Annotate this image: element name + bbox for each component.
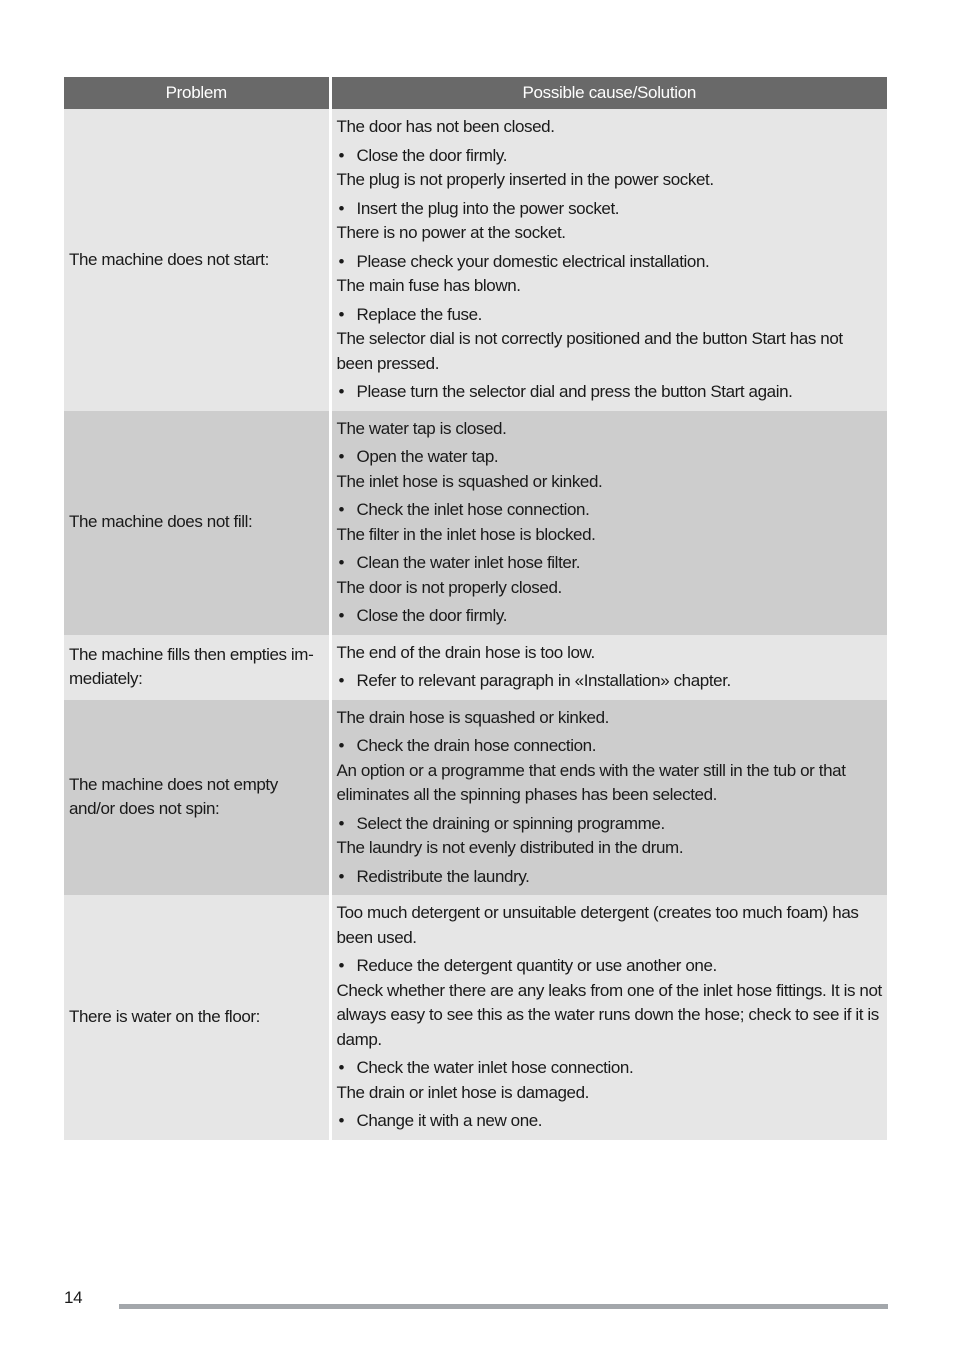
solution-line bbox=[337, 604, 883, 629]
cause-line: The plug is not properly inserted in the power socket. bbox=[336, 170, 714, 189]
bullet-icon: • bbox=[338, 304, 345, 324]
solution-text: Change it with a new one. bbox=[356, 1111, 543, 1130]
page-number: 14 bbox=[64, 1288, 83, 1307]
cause-line: The water tap is closed. bbox=[336, 418, 507, 438]
bullet-icon: • bbox=[338, 1111, 345, 1130]
bullet-icon: • bbox=[338, 145, 345, 165]
solution-text: Open the water tap. bbox=[356, 447, 499, 466]
table-row bbox=[64, 109, 887, 411]
bullet-icon: • bbox=[338, 382, 345, 401]
solution-line bbox=[337, 250, 883, 275]
solution-line bbox=[337, 144, 883, 169]
cause-solution-cell bbox=[330, 895, 887, 1140]
solution-line bbox=[337, 551, 883, 576]
table-row bbox=[64, 895, 887, 1140]
footer-rule bbox=[119, 1304, 888, 1309]
solution-text: Reduce the detergent quantity or use another one. bbox=[356, 956, 717, 975]
solution-text: Select the draining or spinning programme. bbox=[356, 813, 665, 833]
cause-line: The end of the drain hose is too low. bbox=[336, 642, 595, 662]
table-row bbox=[64, 635, 887, 700]
cause-solution-cell bbox=[330, 635, 887, 700]
solution-line bbox=[337, 445, 883, 470]
cause-line: There is no power at the socket. bbox=[336, 223, 566, 242]
cause-solution-cell bbox=[330, 700, 887, 896]
cause-line: The drain or inlet hose is damaged. bbox=[336, 1082, 589, 1102]
cause-line: The filter in the inlet hose is blocked. bbox=[336, 524, 596, 544]
solution-text: Clean the water inlet hose filter. bbox=[356, 553, 581, 572]
cause-line: The main fuse has blown. bbox=[336, 276, 521, 295]
cause-line: Check whether there are any leaks from one of the inlet hose fittings. It is not always easy to see this as the water runs down the hose; check to see if it is damp. bbox=[336, 980, 882, 1049]
cause-line: The door has not been closed. bbox=[336, 117, 555, 136]
solution-text: Please check your domestic electrical installation. bbox=[356, 251, 710, 271]
solution-text: Redistribute the laundry. bbox=[356, 866, 530, 886]
bullet-icon: • bbox=[338, 736, 345, 755]
solution-line bbox=[337, 865, 883, 890]
solution-line bbox=[337, 669, 883, 694]
header-problem: Problem bbox=[64, 77, 330, 109]
solution-line bbox=[337, 1109, 883, 1134]
solution-text: Check the water inlet hose connection. bbox=[356, 1058, 634, 1077]
table-row bbox=[64, 411, 887, 635]
solution-line bbox=[337, 498, 883, 523]
table-header-row bbox=[64, 77, 887, 109]
table-row bbox=[64, 700, 887, 896]
bullet-icon: • bbox=[338, 606, 345, 625]
bullet-icon: • bbox=[338, 500, 345, 519]
solution-line bbox=[337, 954, 883, 979]
bullet-icon: • bbox=[338, 956, 345, 975]
problem-cell: The machine does not empty and/or does not spin: bbox=[64, 700, 330, 896]
solution-line bbox=[337, 303, 883, 328]
bullet-icon: • bbox=[338, 447, 345, 466]
bullet-icon: • bbox=[338, 198, 345, 218]
solution-text: Check the inlet hose connection. bbox=[356, 500, 590, 519]
solution-text: Please turn the selector dial and press the button Start again. bbox=[356, 382, 793, 401]
troubleshooting-table bbox=[64, 77, 887, 1140]
problem-cell: There is water on the floor: bbox=[64, 895, 330, 1140]
solution-line bbox=[337, 812, 883, 837]
bullet-icon: • bbox=[338, 251, 345, 271]
cause-line: The laundry is not evenly distributed in the drum. bbox=[336, 838, 684, 857]
header-cause-solution: Possible cause/Solution bbox=[330, 77, 887, 109]
cause-line: An option or a programme that ends with the water still in the tub or that eliminates all the spinning phases has been selected. bbox=[336, 760, 846, 804]
solution-text: Check the drain hose connection. bbox=[356, 736, 597, 755]
solution-line bbox=[337, 197, 883, 222]
bullet-icon: • bbox=[338, 1058, 345, 1077]
solution-line bbox=[337, 1056, 883, 1081]
cause-solution-cell bbox=[330, 411, 887, 635]
solution-line bbox=[337, 734, 883, 759]
cause-line: The drain hose is squashed or kinked. bbox=[336, 707, 609, 727]
solution-line bbox=[337, 380, 883, 405]
solution-text: Close the door firmly. bbox=[356, 145, 508, 165]
cause-line: The selector dial is not correctly positioned and the button Start has not been pressed. bbox=[336, 329, 843, 373]
solution-text: Refer to relevant paragraph in «Installation» chapter. bbox=[356, 671, 731, 690]
problem-cell: The machine does not fill: bbox=[64, 411, 330, 635]
solution-text: Insert the plug into the power socket. bbox=[356, 198, 620, 218]
bullet-icon: • bbox=[338, 553, 345, 572]
cause-solution-cell bbox=[330, 109, 887, 411]
solution-text: Replace the fuse. bbox=[356, 304, 483, 324]
problem-cell: The machine fills then empties im-mediately: bbox=[64, 635, 330, 700]
bullet-icon: • bbox=[338, 866, 345, 886]
table-body bbox=[64, 109, 887, 1140]
bullet-icon: • bbox=[338, 671, 345, 690]
cause-line: Too much detergent or unsuitable detergent (creates too much foam) has been used. bbox=[336, 903, 859, 947]
cause-line: The door is not properly closed. bbox=[336, 577, 562, 597]
bullet-icon: • bbox=[338, 813, 345, 833]
problem-cell: The machine does not start: bbox=[64, 109, 330, 411]
cause-line: The inlet hose is squashed or kinked. bbox=[336, 471, 603, 491]
solution-text: Close the door firmly. bbox=[356, 606, 508, 625]
